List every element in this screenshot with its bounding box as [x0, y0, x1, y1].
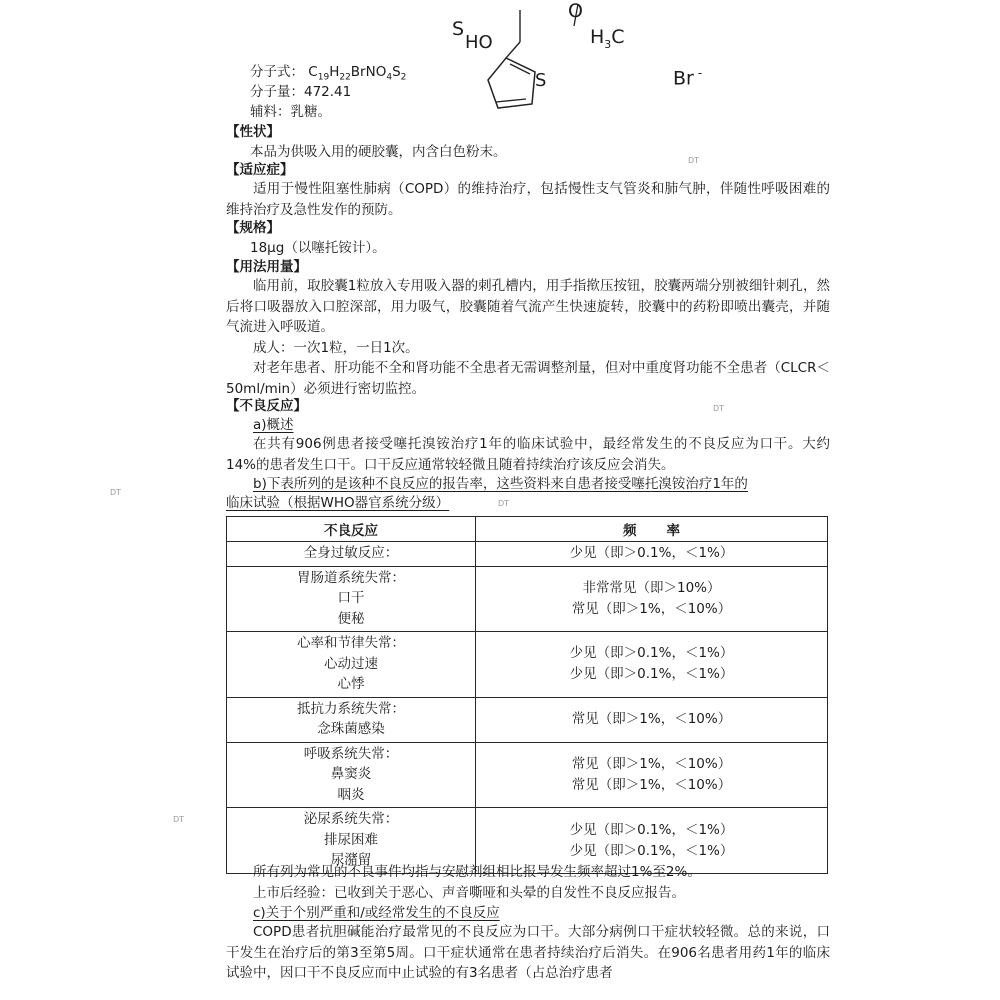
reaction-cell: 呼吸系统失常： 鼻窦炎 咽炎	[227, 742, 476, 808]
table-row	[227, 697, 828, 742]
structure-label-s-ring: S	[535, 70, 547, 91]
frequency-cell: 常见（即＞1%，＜10%）	[476, 697, 828, 742]
reaction-cell: 抵抗力系统失常： 念珠菌感染	[227, 697, 476, 742]
table-row	[227, 542, 828, 567]
structure-label-ho: HO	[465, 32, 493, 53]
dosage-heading: 【用法用量】	[226, 259, 307, 275]
reaction-cell: 胃肠道系统失常： 口干 便秘	[227, 566, 476, 632]
watermark-label: DT	[688, 156, 700, 165]
adverse-a-text: 在共有906例患者接受噻托溴铵治疗1年的临床试验中，最经常发生的不良反应为口干。大约14%的患者发生口干。口干反应通常较轻微且随着持续治疗该反应会消失。	[226, 436, 830, 473]
indications-heading: 【适应症】	[226, 162, 294, 178]
chemical-structure	[440, 0, 740, 120]
adverse-b-line-2: 临床试验（根据WHO器官系统分级）	[226, 495, 450, 511]
dosage-para-2: 成人：一次1粒，一日1次。	[253, 339, 419, 356]
specification-text: 18μg（以噻托铵计）。	[250, 240, 386, 256]
structure-label-h3c: $H_3C$	[590, 26, 625, 51]
reaction-cell: 全身过敏反应：	[227, 542, 476, 567]
watermark-label: DT	[498, 499, 510, 508]
dosage-para-1: 临用前，取胶囊1粒放入专用吸入器的刺孔槽内，用手指揿压按钮，胶囊两端分别被细针刺孔，然后将口吸器放入口腔深部，用力吸气，胶囊随着气流产生快速旋转，胶囊中的药粉即喷出囊壳，并随气流进入呼吸道。	[226, 278, 830, 335]
adverse-after-table	[226, 862, 830, 903]
adverse-heading: 【不良反应】	[226, 398, 307, 414]
adverse-c-text: COPD患者抗胆碱能治疗最常见的不良反应为口干。大部分病例口干症状较轻微。总的来说，口干发生在治疗后的第3至第5周。口干症状通常在患者持续治疗后消失。在906名患者用药1年的临床试验中，因口干不良反应而中止试验的有3名患者（占总治疗患者	[226, 924, 830, 981]
structure-label-s-top: S	[452, 18, 465, 40]
properties-text: 本品为供吸入用的硬胶囊，内含白色粉末。	[250, 144, 507, 160]
frequency-cell: 非常常见（即＞10%） 常见（即＞1%，＜10%）	[476, 566, 828, 632]
indications-text: 适用于慢性阻塞性肺病（COPD）的维持治疗，包括慢性支气管炎和肺气肿，伴随性呼吸困难的维持治疗及急性发作的预防。	[226, 181, 830, 218]
adverse-after-table-2: 上市后经验：已收到关于恶心、声音嘶哑和头晕的自发性不良反应报告。	[253, 884, 685, 901]
frequency-cell: 少见（即＞0.1%，＜1%） 少见（即＞0.1%，＜1%）	[476, 632, 828, 698]
watermark-label: DT	[173, 815, 185, 824]
adverse-after-table-1: 所有列为常见的不良事件均指与安慰剂组相比报导发生频率超过1%至2%。	[253, 864, 701, 880]
reaction-cell: 泌尿系统失常： 排尿困难 尿潴留	[227, 808, 476, 874]
bromide-ion-label: Br -	[673, 66, 703, 90]
thiophene-ring-drawing	[440, 0, 740, 120]
molecular-weight: 分子量：472.41	[250, 84, 352, 100]
frequency-cell: 常见（即＞1%，＜10%） 常见（即＞1%，＜10%）	[476, 742, 828, 808]
table-row	[227, 632, 828, 698]
frequency-cell: 少见（即＞0.1%，＜1%）	[476, 542, 828, 567]
adverse-a-title: a)概述	[253, 417, 294, 433]
table-header-reaction: 不良反应	[227, 517, 476, 542]
table-row	[227, 566, 828, 632]
adverse-b-line-1: b)下表所列的是该种不良反应的报告率，这些资料来自患者接受噻托溴铵治疗1年的	[253, 476, 748, 492]
dosage-para-3: 对老年患者、肝功能不全和肾功能不全患者无需调整剂量，但对中重度肾功能不全患者（CLCR＜50ml/min）必须进行密切监控。	[226, 360, 830, 397]
specification-heading: 【规格】	[226, 220, 280, 236]
adverse-reactions-table	[226, 516, 828, 874]
table-row	[227, 742, 828, 808]
dosage-text	[226, 276, 830, 399]
table-header-frequency: 频率	[476, 517, 828, 542]
watermark-label: DT	[110, 488, 122, 497]
reaction-cell: 心率和节律失常： 心动过速 心悸	[227, 632, 476, 698]
excipient-line: 辅料：乳糖。	[250, 104, 331, 120]
molecular-formula: 分子式： $C_{19}H_{22}BrNO_4S_2$	[250, 64, 407, 83]
structure-label-o: O	[568, 0, 583, 22]
properties-heading: 【性状】	[226, 124, 280, 140]
frequency-cell: 少见（即＞0.1%，＜1%） 少见（即＞0.1%，＜1%）	[476, 808, 828, 874]
adverse-c-title: c)关于个别严重和/或经常发生的不良反应	[253, 905, 500, 921]
watermark-label: DT	[713, 404, 725, 413]
table-header-row	[227, 517, 828, 542]
